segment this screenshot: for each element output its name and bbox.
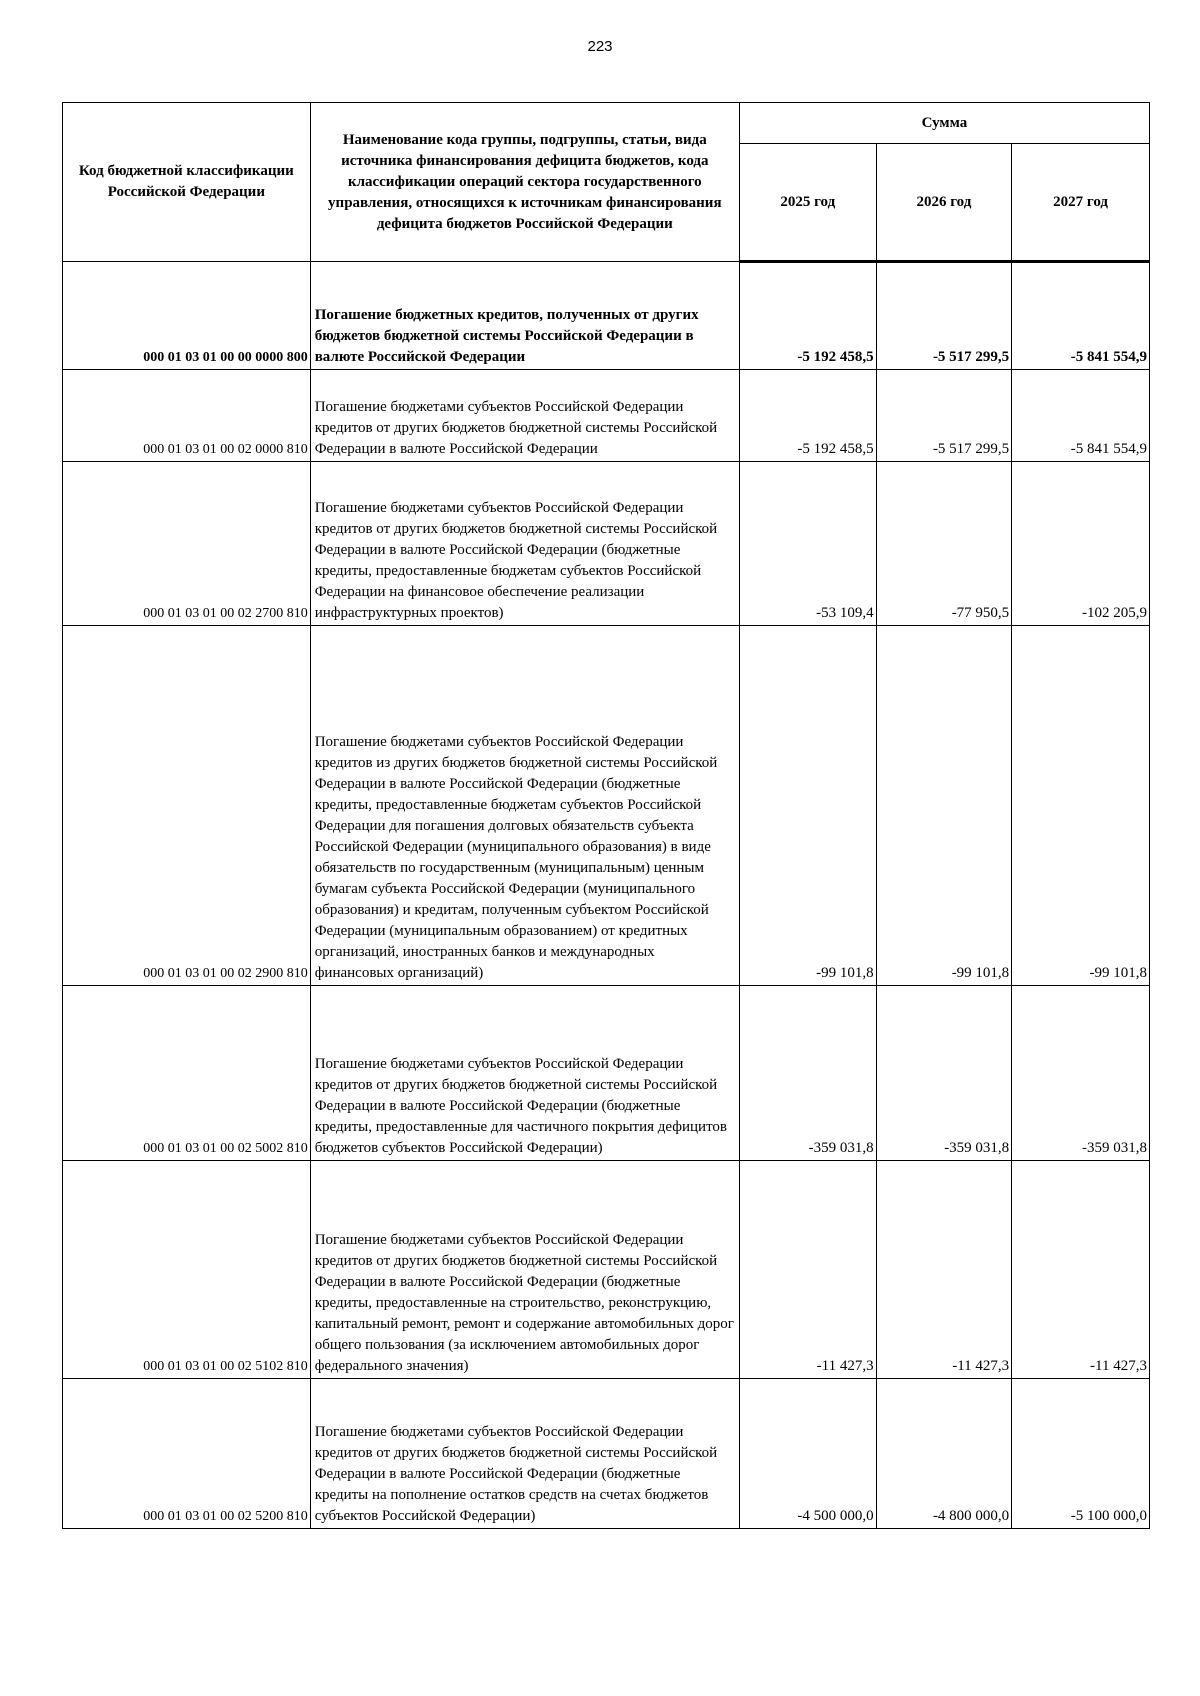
row-code: 000 01 03 01 00 02 2900 810 (63, 626, 311, 986)
row-value-2026: -359 031,8 (876, 986, 1012, 1161)
row-value-2025: -99 101,8 (739, 626, 876, 986)
table-row (63, 1161, 1150, 1379)
row-value-2025: -11 427,3 (739, 1161, 876, 1379)
table-row (63, 1379, 1150, 1529)
row-value-2026: -11 427,3 (876, 1161, 1012, 1379)
row-value-2026: -77 950,5 (876, 462, 1012, 626)
row-name: Погашение бюджетами субъектов Российской Федерации кредитов от других бюджетов бюджетной системы Российской Федерации в валюте Российской Федерации (бюджетные кредиты на пополнение остатков средств на счетах бюджетов субъектов Российской Федерации) (310, 1379, 739, 1529)
row-value-2027: -99 101,8 (1012, 626, 1150, 986)
row-code: 000 01 03 01 00 02 0000 810 (63, 370, 311, 462)
row-code: 000 01 03 01 00 00 0000 800 (63, 262, 311, 370)
row-code: 000 01 03 01 00 02 5200 810 (63, 1379, 311, 1529)
row-value-2025: -359 031,8 (739, 986, 876, 1161)
row-name: Погашение бюджетами субъектов Российской Федерации кредитов из других бюджетов бюджетной системы Российской Федерации в валюте Российской Федерации (бюджетные кредиты, предоставленные бюджетам субъектов Российской Федерации для погашения долговых обязательств субъекта Российской Федерации (муниципального образования) в виде обязательств по государственным (муниципальным) ценным бумагам субъекта Российской Федерации (муниципального образования) и кредитам, полученным субъектом Российской Федерации (муниципальным образованием) от кредитных организаций, иностранных банков и международных финансовых организаций) (310, 626, 739, 986)
row-value-2026: -5 517 299,5 (876, 370, 1012, 462)
row-code: 000 01 03 01 00 02 5002 810 (63, 986, 311, 1161)
header-code: Код бюджетной классификации Российской Федерации (63, 103, 311, 262)
header-name: Наименование кода группы, подгруппы, статьи, вида источника финансирования дефицита бюджетов, кода классификации операций сектора государственного управления, относящихся к источникам финансирования дефицита бюджетов Российской Федерации (310, 103, 739, 262)
header-sum: Сумма (739, 103, 1149, 144)
row-value-2026: -5 517 299,5 (876, 262, 1012, 370)
page-number: 223 (587, 38, 613, 55)
table-header (63, 103, 1150, 262)
row-value-2025: -4 500 000,0 (739, 1379, 876, 1529)
row-value-2027: -102 205,9 (1012, 462, 1150, 626)
header-year-2026: 2026 год (876, 144, 1012, 262)
row-value-2027: -5 841 554,9 (1012, 370, 1150, 462)
row-value-2027: -11 427,3 (1012, 1161, 1150, 1379)
table-row (63, 262, 1150, 370)
table-row (63, 986, 1150, 1161)
row-name: Погашение бюджетных кредитов, полученных от других бюджетов бюджетной системы Российской Федерации в валюте Российской Федерации (310, 262, 739, 370)
row-code: 000 01 03 01 00 02 2700 810 (63, 462, 311, 626)
header-year-2027: 2027 год (1012, 144, 1150, 262)
row-name: Погашение бюджетами субъектов Российской Федерации кредитов от других бюджетов бюджетной системы Российской Федерации в валюте Российской Федерации (бюджетные кредиты, предоставленные бюджетам субъектов Российской Федерации на финансовое обеспечение реализации инфраструктурных проектов) (310, 462, 739, 626)
row-value-2026: -4 800 000,0 (876, 1379, 1012, 1529)
table-row (63, 462, 1150, 626)
row-value-2025: -53 109,4 (739, 462, 876, 626)
table-row (63, 626, 1150, 986)
row-name: Погашение бюджетами субъектов Российской Федерации кредитов от других бюджетов бюджетной системы Российской Федерации в валюте Российской Федерации (бюджетные кредиты, предоставленные для частичного покрытия дефицитов бюджетов субъектов Российской Федерации) (310, 986, 739, 1161)
row-value-2027: -5 841 554,9 (1012, 262, 1150, 370)
row-value-2025: -5 192 458,5 (739, 262, 876, 370)
budget-table (62, 102, 1150, 1529)
row-value-2027: -359 031,8 (1012, 986, 1150, 1161)
row-code: 000 01 03 01 00 02 5102 810 (63, 1161, 311, 1379)
row-value-2027: -5 100 000,0 (1012, 1379, 1150, 1529)
row-value-2025: -5 192 458,5 (739, 370, 876, 462)
table-row (63, 370, 1150, 462)
table-body (63, 262, 1150, 1529)
row-name: Погашение бюджетами субъектов Российской Федерации кредитов от других бюджетов бюджетной системы Российской Федерации в валюте Российской Федерации (бюджетные кредиты, предоставленные на строительство, реконструкцию, капитальный ремонт, ремонт и содержание автомобильных дорог общего пользования (за исключением автомобильных дорог федерального значения) (310, 1161, 739, 1379)
header-year-2025: 2025 год (739, 144, 876, 262)
row-name: Погашение бюджетами субъектов Российской Федерации кредитов от других бюджетов бюджетной системы Российской Федерации в валюте Российской Федерации (310, 370, 739, 462)
row-value-2026: -99 101,8 (876, 626, 1012, 986)
